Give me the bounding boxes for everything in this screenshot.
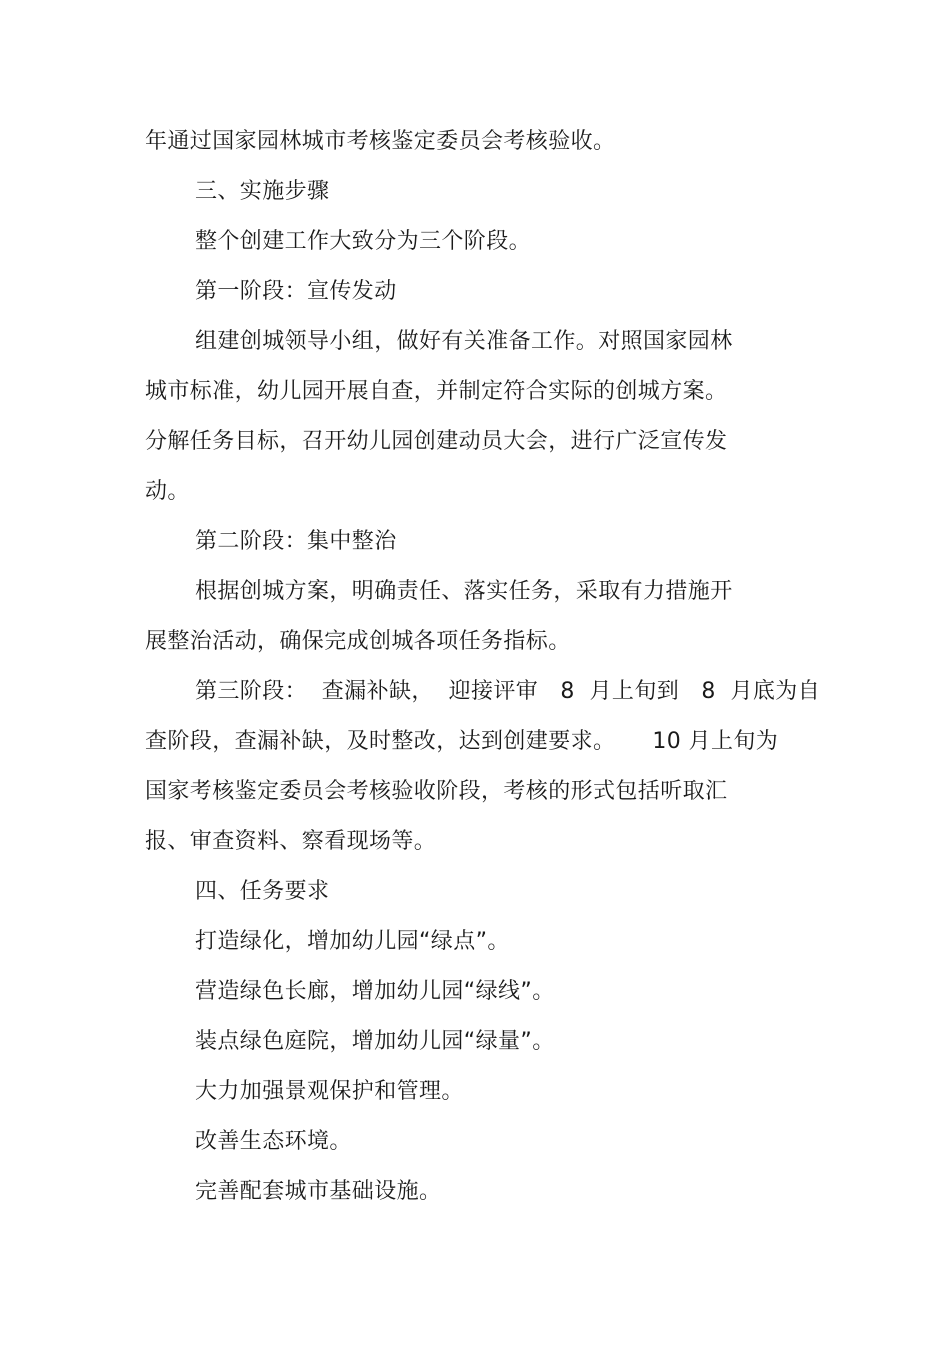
body-text-line: 城市标准，幼儿园开展自查，并制定符合实际的创城方案。: [145, 379, 728, 404]
task-item: 打造绿化，增加幼儿园“绿点”。: [195, 929, 510, 954]
body-text-line: 根据创城方案，明确责任、落实任务，采取有力措施开: [195, 579, 733, 604]
stage-heading: 第一阶段：宣传发动: [195, 279, 397, 304]
task-item: 完善配套城市基础设施。: [195, 1179, 442, 1204]
body-text-line: 国家考核鉴定委员会考核验收阶段，考核的形式包括听取汇: [145, 779, 728, 804]
body-text-line: 查阶段，查漏补缺，及时整改，达到创建要求。 10 月上旬为: [145, 729, 779, 754]
task-item: 改善生态环境。: [195, 1129, 352, 1154]
task-item: 大力加强景观保护和管理。: [195, 1079, 464, 1104]
body-text-line: 整个创建工作大致分为三个阶段。: [195, 229, 532, 254]
stage-heading: 第三阶段： 查漏补缺， 迎接评审 8 月上旬到 8 月底为自: [195, 679, 821, 704]
section-heading: 四、任务要求: [195, 879, 330, 904]
body-text-line: 展整治活动，确保完成创城各项任务指标。: [145, 629, 571, 654]
task-item: 装点绿色庭院，增加幼儿园“绿量”。: [195, 1029, 555, 1054]
body-text-line: 组建创城领导小组，做好有关准备工作。对照国家园林: [195, 329, 733, 354]
body-text-line: 动。: [145, 479, 190, 504]
stage-heading: 第二阶段：集中整治: [195, 529, 397, 554]
body-text-line: 分解任务目标，召开幼儿园创建动员大会，进行广泛宣传发: [145, 429, 728, 454]
body-text-line: 报、审查资料、察看现场等。: [145, 829, 437, 854]
section-heading: 三、实施步骤: [195, 179, 330, 204]
body-text-line: 年通过国家园林城市考核鉴定委员会考核验收。: [145, 129, 616, 154]
task-item: 营造绿色长廊，增加幼儿园“绿线”。: [195, 979, 555, 1004]
